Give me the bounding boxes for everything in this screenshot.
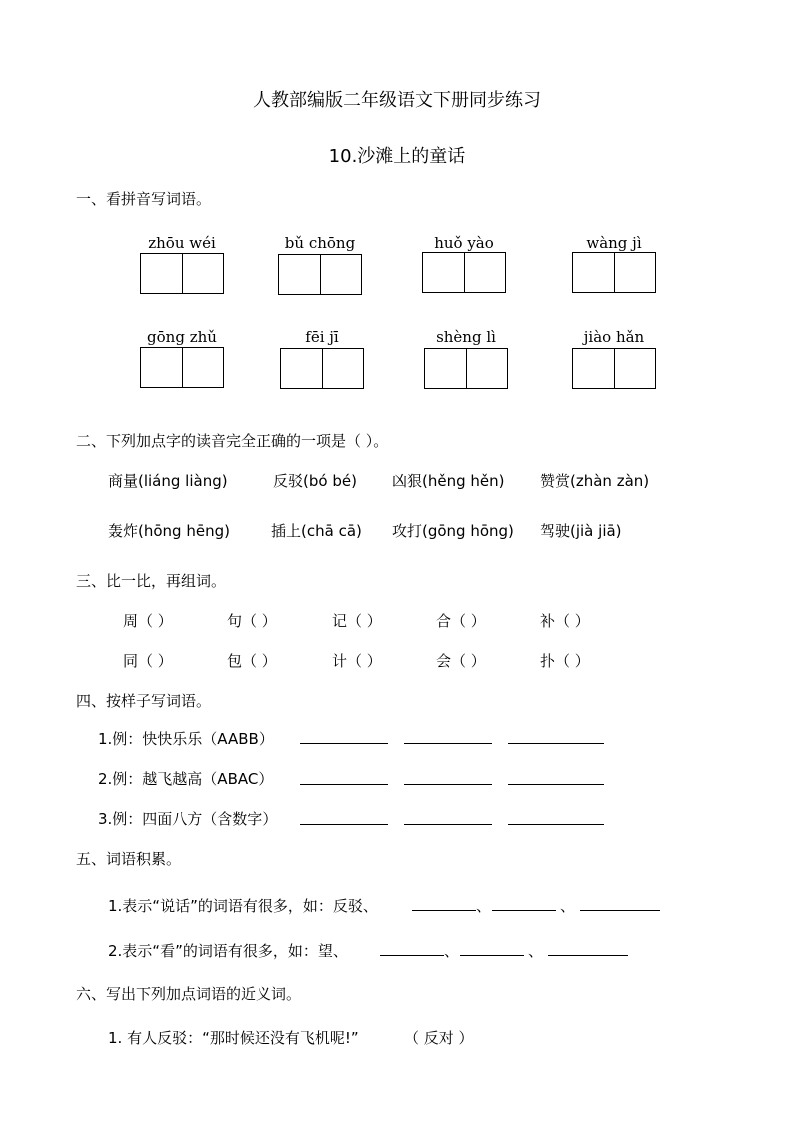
pinyin-label: fēi jī — [305, 328, 339, 346]
worksheet-title: 人教部编版二年级语文下册同步练习 — [253, 90, 541, 111]
answer-line[interactable] — [508, 824, 604, 825]
section-1-heading: 一、看拼音写词语。 — [76, 190, 212, 208]
separator: 、 — [444, 942, 460, 960]
writing-box[interactable] — [422, 252, 506, 293]
answer-line[interactable] — [404, 824, 492, 825]
answer-line[interactable] — [508, 784, 604, 785]
vocab-item-1: 1.表示“说话”的词语有很多，如：反驳、 — [108, 897, 378, 915]
option-b: 反驳(bó bé) — [273, 472, 357, 490]
writing-box[interactable] — [424, 348, 508, 389]
char-compare-item: 周（ ） — [123, 612, 173, 630]
section-4-heading: 四、按样子写词语。 — [76, 692, 212, 710]
answer-line[interactable] — [300, 824, 388, 825]
section-6-heading: 六、写出下列加点词语的近义词。 — [76, 985, 302, 1003]
synonym-item-1: 1. 有人反驳：“那时候还没有飞机呢!” — [108, 1029, 359, 1047]
char-compare-item: 包（ ） — [227, 652, 277, 670]
lesson-title: 10.沙滩上的童话 — [328, 146, 466, 167]
answer-line[interactable] — [460, 955, 524, 956]
pinyin-label: wàng jì — [586, 234, 642, 252]
answer-line[interactable] — [380, 955, 444, 956]
char-compare-item: 会（ ） — [436, 652, 486, 670]
separator: 、 — [528, 942, 544, 960]
pinyin-label: jiào hǎn — [583, 328, 645, 346]
option-c: 凶狠(hěng hěn) — [392, 472, 505, 490]
writing-box[interactable] — [572, 252, 656, 293]
section-3-heading: 三、比一比，再组词。 — [76, 572, 227, 590]
writing-box[interactable] — [140, 347, 224, 388]
example-item-2: 2.例：越飞越高（ABAC） — [98, 770, 274, 788]
pinyin-label: huǒ yào — [434, 234, 494, 252]
example-item-1: 1.例：快快乐乐（AABB） — [98, 730, 274, 748]
answer-line[interactable] — [580, 910, 660, 911]
option-h: 驾驶(jià jiā) — [540, 522, 622, 540]
answer-line[interactable] — [300, 784, 388, 785]
option-a: 商量(liáng liàng) — [108, 472, 228, 490]
pinyin-label: shèng lì — [436, 328, 496, 346]
separator: 、 — [476, 897, 492, 915]
option-g: 攻打(gōng hōng) — [392, 522, 514, 540]
synonym-answer: （ 反对 ） — [404, 1029, 474, 1047]
char-compare-item: 句（ ） — [227, 612, 277, 630]
separator: 、 — [560, 897, 576, 915]
answer-line[interactable] — [492, 910, 556, 911]
char-compare-item: 扑（ ） — [540, 652, 590, 670]
writing-box[interactable] — [278, 254, 362, 295]
char-compare-item: 补（ ） — [540, 612, 590, 630]
answer-line[interactable] — [508, 743, 604, 744]
char-compare-item: 计（ ） — [332, 652, 382, 670]
answer-line[interactable] — [300, 743, 388, 744]
writing-box[interactable] — [280, 348, 364, 389]
answer-line[interactable] — [404, 784, 492, 785]
section-5-heading: 五、词语积累。 — [76, 850, 182, 868]
char-compare-item: 同（ ） — [123, 652, 173, 670]
option-f: 插上(chā cā) — [271, 522, 362, 540]
example-item-3: 3.例：四面八方（含数字） — [98, 810, 278, 828]
option-e: 轰炸(hōng hēng) — [108, 522, 230, 540]
vocab-item-2: 2.表示“看”的词语有很多，如：望、 — [108, 942, 348, 960]
pinyin-label: gōng zhǔ — [147, 328, 217, 346]
writing-box[interactable] — [572, 348, 656, 389]
char-compare-item: 合（ ） — [436, 612, 486, 630]
pinyin-label: bǔ chōng — [284, 234, 356, 252]
answer-line[interactable] — [548, 955, 628, 956]
writing-box[interactable] — [140, 253, 224, 294]
section-2-heading: 二、下列加点字的读音完全正确的一项是（ ）。 — [76, 432, 389, 450]
answer-line[interactable] — [404, 743, 492, 744]
option-d: 赞赏(zhàn zàn) — [540, 472, 650, 490]
char-compare-item: 记（ ） — [332, 612, 382, 630]
pinyin-label: zhōu wéi — [148, 234, 216, 252]
answer-line[interactable] — [412, 910, 476, 911]
